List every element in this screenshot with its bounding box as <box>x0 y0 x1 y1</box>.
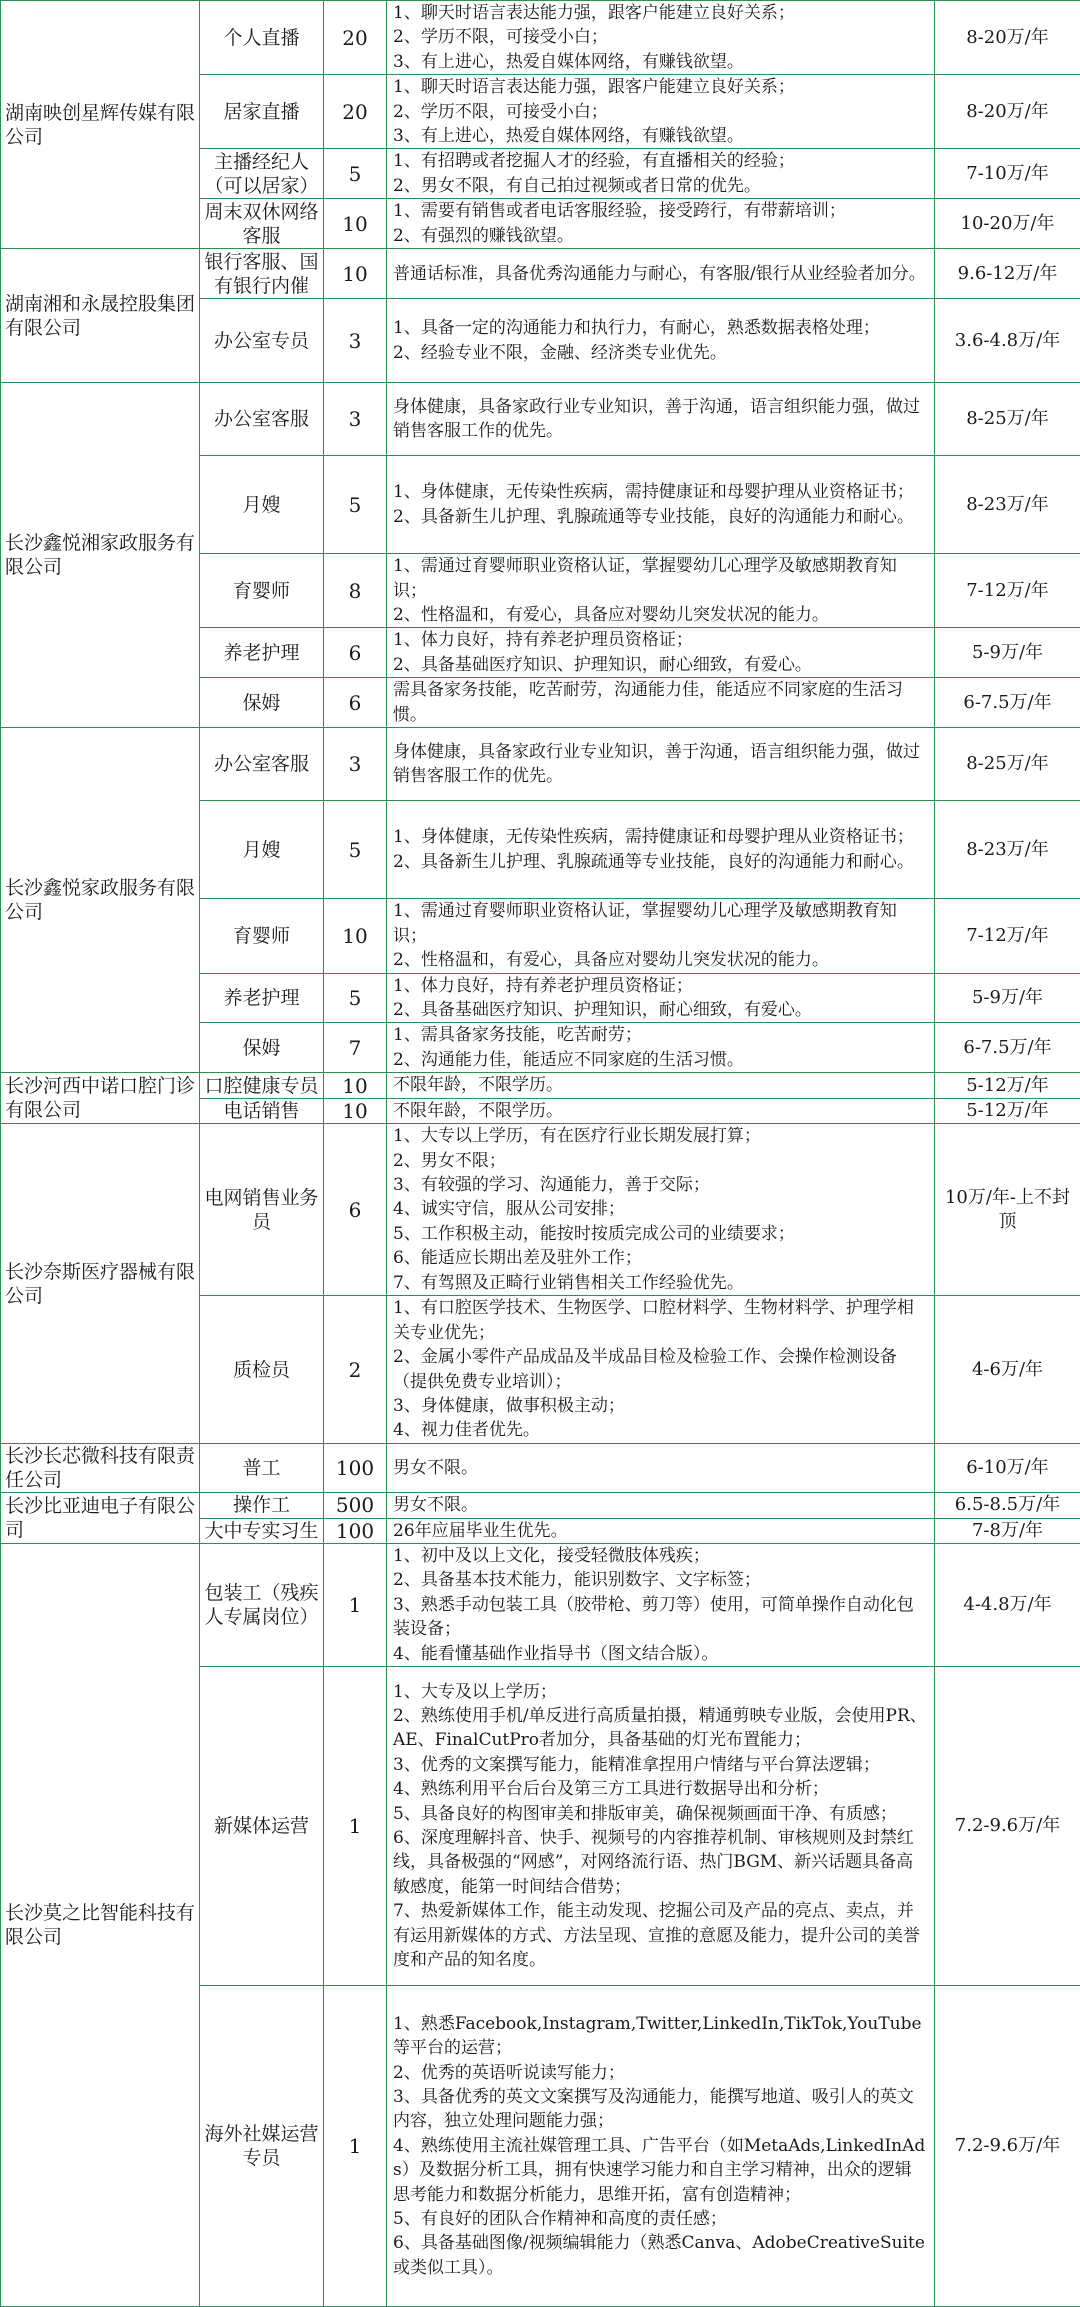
salary-cell: 8-25万/年 <box>935 728 1080 801</box>
position-cell: 个人直播 <box>200 1 324 75</box>
requirements-cell <box>387 1023 935 1073</box>
requirement-line: 2、具备新生儿护理、乳腺疏通等专业技能，良好的沟通能力和耐心。 <box>393 850 928 874</box>
position-cell: 口腔健康专员 <box>200 1073 324 1098</box>
requirement-line: 3、熟悉手动包装工具（胶带枪、剪刀等）使用，可简单操作自动化包装设备； <box>393 1593 928 1642</box>
requirements-cell <box>387 456 935 554</box>
requirement-line: 2、学历不限，可接受小白； <box>393 25 928 49</box>
requirement-line: 2、经验专业不限，金融、经济类专业优先。 <box>393 341 928 365</box>
requirement-line: 7、热爱新媒体工作，能主动发现、挖掘公司及产品的亮点、卖点，并有运用新媒体的方式、方法呈现、宣推的意愿及能力，提升公司的美誉度和产品的知名度。 <box>393 1899 928 1972</box>
requirements-cell <box>387 973 935 1023</box>
job-table-body <box>1 1 1080 2307</box>
headcount-cell: 1 <box>324 1543 387 1666</box>
salary-cell: 7-10万/年 <box>935 149 1080 199</box>
requirement-line: 2、具备基本技术能力，能识别数字、文字标签； <box>393 1568 928 1592</box>
salary-cell: 6-7.5万/年 <box>935 1023 1080 1073</box>
requirement-line: 2、沟通能力佳，能适应不同家庭的生活习惯。 <box>393 1048 928 1072</box>
requirement-line: 3、有上进心，热爱自媒体网络，有赚钱欲望。 <box>393 124 928 148</box>
headcount-cell: 10 <box>324 249 387 299</box>
position-cell: 办公室客服 <box>200 383 324 456</box>
requirement-line: 5、具备良好的构图审美和排版审美，确保视频画面干净、有质感； <box>393 1802 928 1826</box>
position-cell: 电话销售 <box>200 1098 324 1123</box>
salary-cell: 8-23万/年 <box>935 801 1080 899</box>
requirement-line: 2、金属小零件产品成品及半成品目检及检验工作、会操作检测设备（提供免费专业培训）； <box>393 1345 928 1394</box>
headcount-cell: 20 <box>324 1 387 75</box>
salary-cell: 7.2-9.6万/年 <box>935 1985 1080 2306</box>
requirements-cell <box>387 1124 935 1296</box>
table-row <box>1 1444 1080 1493</box>
company-cell: 湖南湘和永晟控股集团有限公司 <box>1 249 200 383</box>
requirement-line: 2、具备基础医疗知识、护理知识，耐心细致，有爱心。 <box>393 998 928 1022</box>
requirement-line: 26年应届毕业生优先。 <box>393 1519 928 1543</box>
requirements-cell <box>387 299 935 383</box>
requirement-line: 6、能适应长期出差及驻外工作； <box>393 1246 928 1270</box>
requirement-line: 不限年龄，不限学历。 <box>393 1073 928 1097</box>
requirements-cell <box>387 1 935 75</box>
requirement-line: 1、需具备家务技能，吃苦耐劳； <box>393 1023 928 1047</box>
requirement-line: 3、身体健康，做事积极主动； <box>393 1394 928 1418</box>
company-cell: 长沙鑫悦家政服务有限公司 <box>1 728 200 1073</box>
position-cell: 电网销售业务员 <box>200 1124 324 1296</box>
salary-cell: 8-20万/年 <box>935 75 1080 149</box>
requirements-cell <box>387 1985 935 2306</box>
requirement-line: 1、体力良好，持有养老护理员资格证； <box>393 628 928 652</box>
requirement-line: 2、熟练使用手机/单反进行高质量拍摄，精通剪映专业版，会使用PR、AE、FinalCutPro者加分，具备基础的灯光布置能力； <box>393 1704 928 1753</box>
requirement-line: 普通话标准，具备优秀沟通能力与耐心，有客服/银行从业经验者加分。 <box>393 262 928 286</box>
requirements-cell <box>387 1666 935 1985</box>
requirement-line: 1、需通过育婴师职业资格认证，掌握婴幼儿心理学及敏感期教育知识； <box>393 554 928 603</box>
headcount-cell: 8 <box>324 554 387 628</box>
requirement-line: 2、优秀的英语听说读写能力； <box>393 2061 928 2085</box>
table-row <box>1 1124 1080 1296</box>
company-cell: 湖南映创星辉传媒有限公司 <box>1 1 200 249</box>
requirement-line: 2、具备新生儿护理、乳腺疏通等专业技能，良好的沟通能力和耐心。 <box>393 505 928 529</box>
headcount-cell: 100 <box>324 1444 387 1493</box>
requirement-line: 1、聊天时语言表达能力强，跟客户能建立良好关系； <box>393 75 928 99</box>
requirements-cell <box>387 554 935 628</box>
requirement-line: 1、有口腔医学技术、生物医学、口腔材料学、生物材料学、护理学相关专业优先； <box>393 1296 928 1345</box>
table-row <box>1 1543 1080 1666</box>
headcount-cell: 5 <box>324 973 387 1023</box>
requirement-line: 3、有较强的学习、沟通能力，善于交际； <box>393 1173 928 1197</box>
company-cell: 长沙奈斯医疗器械有限公司 <box>1 1124 200 1444</box>
salary-cell: 7-12万/年 <box>935 899 1080 973</box>
position-cell: 主播经纪人（可以居家） <box>200 149 324 199</box>
headcount-cell: 3 <box>324 728 387 801</box>
position-cell: 新媒体运营 <box>200 1666 324 1985</box>
requirements-cell <box>387 249 935 299</box>
requirement-line: 需具备家务技能，吃苦耐劳，沟通能力佳，能适应不同家庭的生活习惯。 <box>393 678 928 727</box>
company-cell: 长沙莫之比智能科技有限公司 <box>1 1543 200 2306</box>
requirement-line: 1、有招聘或者挖掘人才的经验，有直播相关的经验； <box>393 149 928 173</box>
requirement-line: 1、大专以上学历，有在医疗行业长期发展打算； <box>393 1124 928 1148</box>
headcount-cell: 6 <box>324 678 387 728</box>
headcount-cell: 10 <box>324 1098 387 1123</box>
table-row <box>1 1073 1080 1098</box>
requirement-line: 1、初中及以上文化，接受轻微肢体残疾； <box>393 1544 928 1568</box>
requirement-line: 1、大专及以上学历； <box>393 1680 928 1704</box>
requirement-line: 6、深度理解抖音、快手、视频号的内容推荐机制、审核规则及封禁红线，具备极强的“网感”，对网络流行语、热门BGM、新兴话题具备高敏感度，能第一时间结合借势； <box>393 1826 928 1899</box>
position-cell: 月嫂 <box>200 801 324 899</box>
requirement-line: 1、身体健康，无传染性疾病，需持健康证和母婴护理从业资格证书； <box>393 825 928 849</box>
table-row <box>1 1493 1080 1518</box>
requirements-cell <box>387 1296 935 1444</box>
salary-cell: 9.6-12万/年 <box>935 249 1080 299</box>
position-cell: 保姆 <box>200 678 324 728</box>
position-cell: 大中专实习生 <box>200 1518 324 1543</box>
salary-cell: 7-12万/年 <box>935 554 1080 628</box>
position-cell: 银行客服、国有银行内催 <box>200 249 324 299</box>
requirements-cell <box>387 199 935 249</box>
salary-cell: 8-23万/年 <box>935 456 1080 554</box>
requirement-line: 4、视力佳者优先。 <box>393 1418 928 1442</box>
requirement-line: 1、身体健康，无传染性疾病，需持健康证和母婴护理从业资格证书； <box>393 480 928 504</box>
salary-cell: 5-12万/年 <box>935 1073 1080 1098</box>
requirement-line: 身体健康，具备家政行业专业知识，善于沟通，语言组织能力强，做过销售客服工作的优先。 <box>393 740 928 789</box>
headcount-cell: 20 <box>324 75 387 149</box>
requirement-line: 1、体力良好，持有养老护理员资格证； <box>393 974 928 998</box>
headcount-cell: 5 <box>324 149 387 199</box>
headcount-cell: 5 <box>324 801 387 899</box>
salary-cell: 6-10万/年 <box>935 1444 1080 1493</box>
requirement-line: 4、熟练利用平台后台及第三方工具进行数据导出和分析； <box>393 1777 928 1801</box>
requirement-line: 4、能看懂基础作业指导书（图文结合版）。 <box>393 1642 928 1666</box>
requirements-cell <box>387 678 935 728</box>
position-cell: 海外社媒运营专员 <box>200 1985 324 2306</box>
requirement-line: 3、具备优秀的英文文案撰写及沟通能力，能撰写地道、吸引人的英文内容，独立处理问题能力强； <box>393 2085 928 2134</box>
headcount-cell: 3 <box>324 383 387 456</box>
position-cell: 月嫂 <box>200 456 324 554</box>
company-cell: 长沙河西中诺口腔门诊有限公司 <box>1 1073 200 1124</box>
salary-cell: 5-9万/年 <box>935 628 1080 678</box>
position-cell: 办公室客服 <box>200 728 324 801</box>
salary-cell: 8-20万/年 <box>935 1 1080 75</box>
requirement-line: 2、具备基础医疗知识、护理知识，耐心细致，有爱心。 <box>393 653 928 677</box>
position-cell: 育婴师 <box>200 899 324 973</box>
requirement-line: 男女不限。 <box>393 1456 928 1480</box>
requirements-cell <box>387 1543 935 1666</box>
table-row <box>1 728 1080 801</box>
requirement-line: 身体健康，具备家政行业专业知识，善于沟通，语言组织能力强，做过销售客服工作的优先。 <box>393 395 928 444</box>
requirements-cell <box>387 1073 935 1098</box>
position-cell: 周末双休网络客服 <box>200 199 324 249</box>
headcount-cell: 10 <box>324 899 387 973</box>
table-row <box>1 383 1080 456</box>
table-row <box>1 249 1080 299</box>
salary-cell: 4-4.8万/年 <box>935 1543 1080 1666</box>
salary-cell: 10万/年-上不封顶 <box>935 1124 1080 1296</box>
requirement-line: 4、诚实守信，服从公司安排； <box>393 1197 928 1221</box>
company-cell: 长沙鑫悦湘家政服务有限公司 <box>1 383 200 728</box>
headcount-cell: 100 <box>324 1518 387 1543</box>
requirement-line: 2、男女不限，有自己拍过视频或者日常的优先。 <box>393 174 928 198</box>
headcount-cell: 6 <box>324 1124 387 1296</box>
requirement-line: 3、有上进心，热爱自媒体网络，有赚钱欲望。 <box>393 50 928 74</box>
position-cell: 普工 <box>200 1444 324 1493</box>
requirements-cell <box>387 1444 935 1493</box>
requirements-cell <box>387 75 935 149</box>
requirement-line: 1、需通过育婴师职业资格认证，掌握婴幼儿心理学及敏感期教育知识； <box>393 899 928 948</box>
requirement-line: 1、具备一定的沟通能力和执行力，有耐心，熟悉数据表格处理； <box>393 316 928 340</box>
requirements-cell <box>387 1518 935 1543</box>
position-cell: 质检员 <box>200 1296 324 1444</box>
requirement-line: 7、有驾照及正畸行业销售相关工作经验优先。 <box>393 1271 928 1295</box>
salary-cell: 7.2-9.6万/年 <box>935 1666 1080 1985</box>
requirement-line: 1、需要有销售或者电话客服经验，接受跨行，有带薪培训； <box>393 199 928 223</box>
position-cell: 办公室专员 <box>200 299 324 383</box>
salary-cell: 8-25万/年 <box>935 383 1080 456</box>
headcount-cell: 1 <box>324 1666 387 1985</box>
requirement-line: 4、熟练使用主流社媒管理工具、广告平台（如MetaAds,LinkedInAds）及数据分析工具，拥有快速学习能力和自主学习精神，出众的逻辑思考能力和数据分析能力，思维开拓，富有创造精神； <box>393 2134 928 2207</box>
requirements-cell <box>387 383 935 456</box>
salary-cell: 6-7.5万/年 <box>935 678 1080 728</box>
requirement-line: 2、男女不限； <box>393 1149 928 1173</box>
company-cell: 长沙长芯微科技有限责任公司 <box>1 1444 200 1493</box>
headcount-cell: 7 <box>324 1023 387 1073</box>
table-row <box>1 1 1080 75</box>
requirements-cell <box>387 728 935 801</box>
salary-cell: 5-9万/年 <box>935 973 1080 1023</box>
headcount-cell: 1 <box>324 1985 387 2306</box>
position-cell: 居家直播 <box>200 75 324 149</box>
requirements-cell <box>387 1098 935 1123</box>
requirement-line: 2、有强烈的赚钱欲望。 <box>393 224 928 248</box>
headcount-cell: 5 <box>324 456 387 554</box>
requirement-line: 男女不限。 <box>393 1493 928 1517</box>
position-cell: 操作工 <box>200 1493 324 1518</box>
requirement-line: 1、聊天时语言表达能力强，跟客户能建立良好关系； <box>393 1 928 25</box>
requirement-line: 2、性格温和，有爱心，具备应对婴幼儿突发状况的能力。 <box>393 603 928 627</box>
headcount-cell: 6 <box>324 628 387 678</box>
requirement-line: 不限年龄，不限学历。 <box>393 1099 928 1123</box>
headcount-cell: 500 <box>324 1493 387 1518</box>
requirement-line: 2、学历不限，可接受小白； <box>393 100 928 124</box>
requirements-cell <box>387 1493 935 1518</box>
requirement-line: 3、优秀的文案撰写能力，能精准拿捏用户情绪与平台算法逻辑； <box>393 1753 928 1777</box>
company-cell: 长沙比亚迪电子有限公司 <box>1 1493 200 1544</box>
salary-cell: 6.5-8.5万/年 <box>935 1493 1080 1518</box>
position-cell: 保姆 <box>200 1023 324 1073</box>
salary-cell: 7-8万/年 <box>935 1518 1080 1543</box>
requirement-line: 2、性格温和，有爱心，具备应对婴幼儿突发状况的能力。 <box>393 948 928 972</box>
headcount-cell: 10 <box>324 1073 387 1098</box>
salary-cell: 5-12万/年 <box>935 1098 1080 1123</box>
requirements-cell <box>387 628 935 678</box>
requirement-line: 1、熟悉Facebook,Instagram,Twitter,LinkedIn,TikTok,YouTube等平台的运营； <box>393 2012 928 2061</box>
requirements-cell <box>387 801 935 899</box>
position-cell: 养老护理 <box>200 973 324 1023</box>
salary-cell: 3.6-4.8万/年 <box>935 299 1080 383</box>
salary-cell: 10-20万/年 <box>935 199 1080 249</box>
requirement-line: 5、有良好的团队合作精神和高度的责任感； <box>393 2207 928 2231</box>
requirement-line: 5、工作积极主动，能按时按质完成公司的业绩要求； <box>393 1222 928 1246</box>
position-cell: 包装工（残疾人专属岗位） <box>200 1543 324 1666</box>
requirements-cell <box>387 149 935 199</box>
headcount-cell: 2 <box>324 1296 387 1444</box>
salary-cell: 4-6万/年 <box>935 1296 1080 1444</box>
position-cell: 育婴师 <box>200 554 324 628</box>
headcount-cell: 3 <box>324 299 387 383</box>
requirement-line: 6、具备基础图像/视频编辑能力（熟悉Canva、AdobeCreativeSuite或类似工具）。 <box>393 2231 928 2280</box>
headcount-cell: 10 <box>324 199 387 249</box>
requirements-cell <box>387 899 935 973</box>
position-cell: 养老护理 <box>200 628 324 678</box>
